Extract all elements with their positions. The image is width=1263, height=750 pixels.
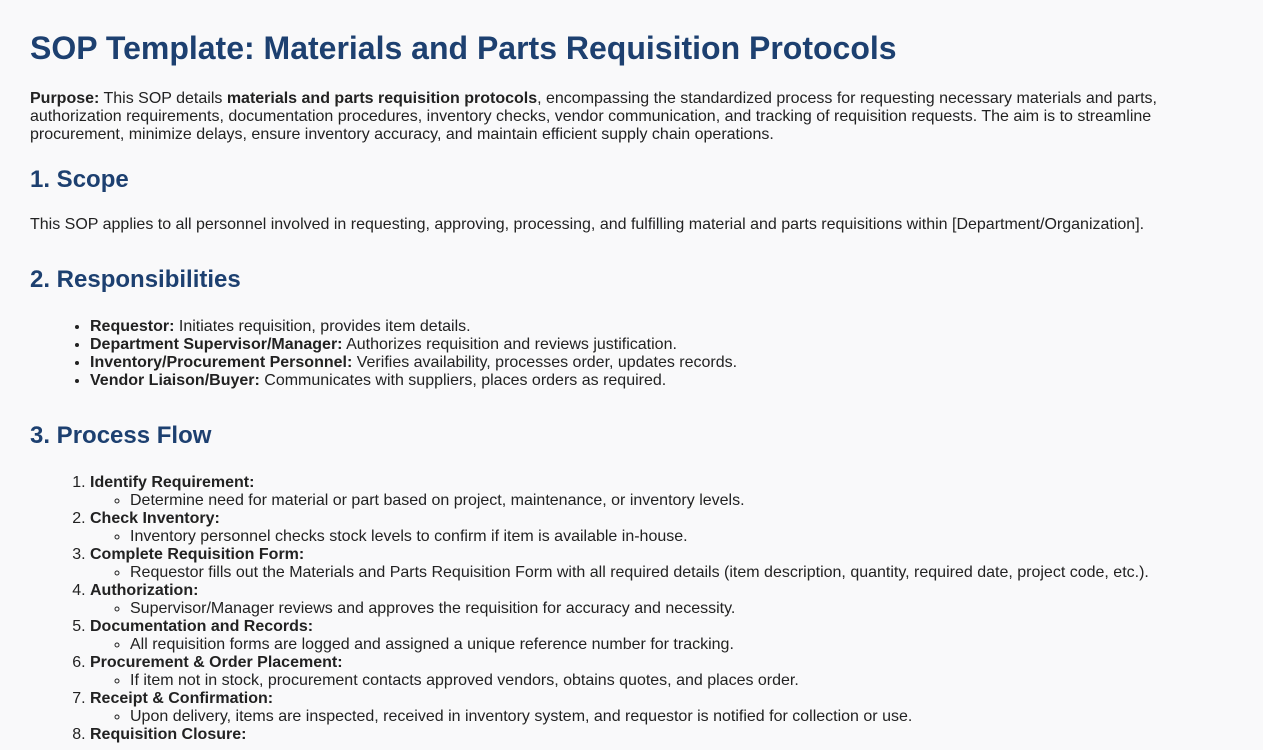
purpose-paragraph <box>30 90 1200 144</box>
process-step-title: Documentation and Records: <box>90 618 314 635</box>
responsibility-item <box>90 336 1233 354</box>
process-step-title: Check Inventory: <box>90 510 220 527</box>
responsibility-desc: Communicates with suppliers, places orders as required. <box>259 372 667 389</box>
process-step-detail: ◦ All requisition forms are logged and assigned a unique reference number for tracking. <box>130 636 1233 654</box>
process-step-details <box>90 636 1233 654</box>
process-step <box>90 510 1233 546</box>
responsibility-item <box>90 318 1233 336</box>
process-step-details <box>90 564 1233 582</box>
process-step-title: Receipt & Confirmation: <box>90 690 274 707</box>
process-step-title: Authorization: <box>90 582 199 599</box>
scope-heading: 1. Scope <box>30 166 129 193</box>
purpose-label: Purpose: <box>30 90 100 107</box>
responsibility-item <box>90 354 1233 372</box>
process-steps-list <box>30 474 1233 744</box>
process-step-details <box>90 672 1233 690</box>
process-step-title: Complete Requisition Form: <box>90 546 305 563</box>
responsibility-item <box>90 372 1233 390</box>
process-step-details <box>90 528 1233 546</box>
purpose-text-before: This SOP details <box>99 90 227 107</box>
process-step-detail: ◦ Supervisor/Manager reviews and approves the requisition for accuracy and necessity. <box>130 600 1233 618</box>
process-step <box>90 690 1233 726</box>
responsibility-desc: Authorizes requisition and reviews justification. <box>342 336 677 353</box>
responsibility-role: Requestor: <box>90 318 175 335</box>
process-step <box>90 726 1233 744</box>
process-step-detail: ◦ Upon delivery, items are inspected, received in inventory system, and requestor is notified for collection or use. <box>130 708 1233 726</box>
responsibility-desc: Verifies availability, processes order, updates records. <box>352 354 738 371</box>
process-step-detail: ◦ Inventory personnel checks stock levels to confirm if item is available in-house. <box>130 528 1233 546</box>
scope-text: This SOP applies to all personnel involved in requesting, approving, processing, and fulfilling material and parts requisitions within [Department/Organization]. <box>30 216 1145 233</box>
process-step <box>90 654 1233 690</box>
responsibility-desc: Initiates requisition, provides item details. <box>174 318 471 335</box>
process-step-detail: ◦ Determine need for material or part based on project, maintenance, or inventory levels. <box>130 492 1233 510</box>
process-step-title: Procurement & Order Placement: <box>90 654 343 671</box>
responsibilities-heading: 2. Responsibilities <box>30 266 241 293</box>
process-step-details <box>90 600 1233 618</box>
process-step-detail: ◦ Requestor fills out the Materials and Parts Requisition Form with all required details (item description, quantity, required date, project code, etc.). <box>130 564 1233 582</box>
process-step-detail: ◦ If item not in stock, procurement contacts approved vendors, obtains quotes, and places order. <box>130 672 1233 690</box>
purpose-emphasis: materials and parts requisition protocols <box>226 90 538 107</box>
process-step-details <box>90 492 1233 510</box>
responsibility-role: Vendor Liaison/Buyer: <box>90 372 260 389</box>
process-step <box>90 474 1233 510</box>
process-step-details <box>90 708 1233 726</box>
process-step <box>90 618 1233 654</box>
responsibility-role: Inventory/Procurement Personnel: <box>90 354 353 371</box>
responsibilities-list <box>30 318 1233 390</box>
process-step <box>90 546 1233 582</box>
process-flow-heading: 3. Process Flow <box>30 422 212 449</box>
page-title: SOP Template: Materials and Parts Requisition Protocols <box>30 30 897 66</box>
process-step <box>90 582 1233 618</box>
responsibility-role: Department Supervisor/Manager: <box>90 336 343 353</box>
purpose-text-after: , encompassing the standardized process for requesting necessary materials and parts, authorization requirements, documentation procedures, inventory checks, vendor communication, and tracking of requisition requests. The aim is to streamline procurement, minimize delays, ensure inventory accuracy, and maintain efficient supply chain operations. <box>30 90 1157 143</box>
process-step-title: Identify Requirement: <box>90 474 255 491</box>
process-step-title: Requisition Closure: <box>90 726 247 743</box>
